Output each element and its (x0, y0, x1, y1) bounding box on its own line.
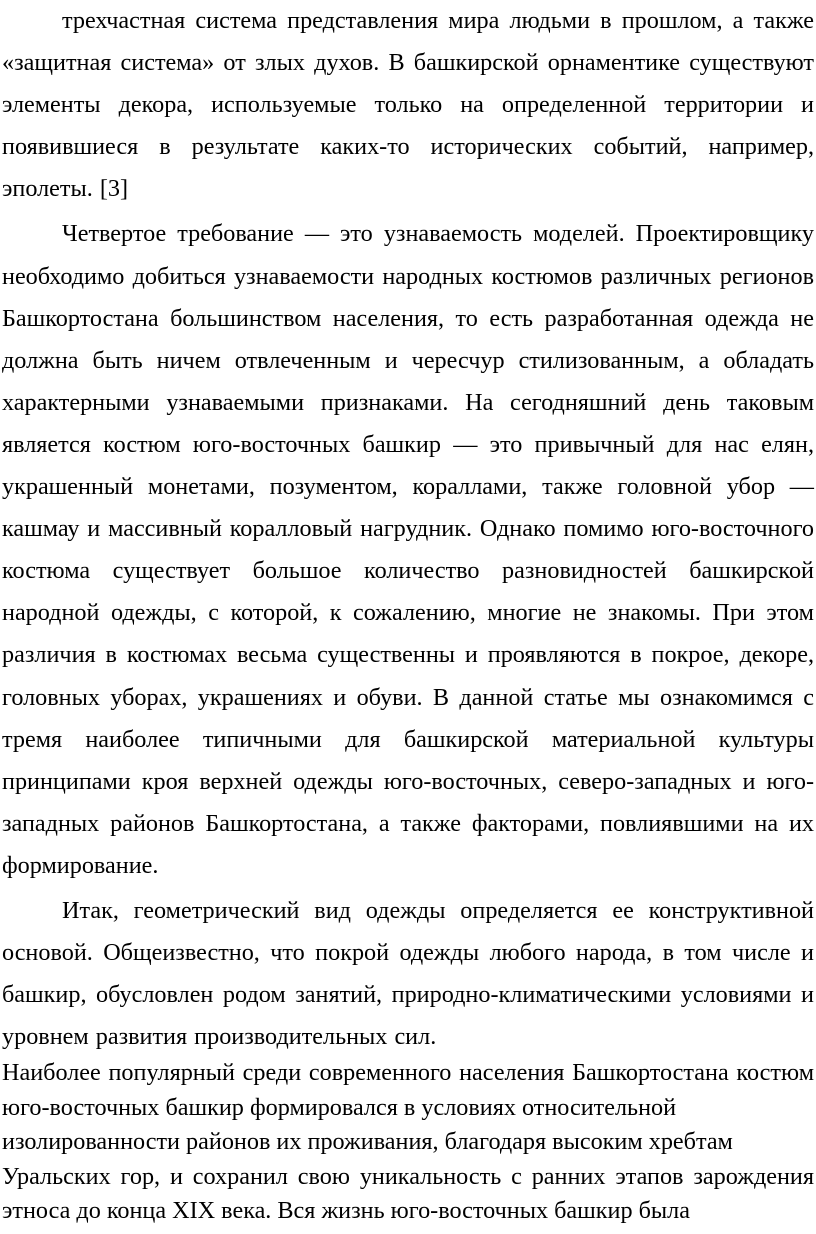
text-line: этноса до конца XIX века. Вся жизнь юго-восточных башкир была (2, 1197, 690, 1224)
paragraph-southeast-costume (2, 1056, 814, 1229)
paragraph-recognizability: Четвертое требование — это узнаваемость моделей. Проектировщику необходимо добиться узнаваемости народных костюмов различных регионов Башкортостана большинством населения, то есть разработанная одежда не должна быть ничем отвлеченным и чересчур стилизованным, а обладать характерными узнаваемыми признаками. На сегодняшний день таковым является костюм юго-восточных башкир — это привычный для нас елян, украшенный монетами, позументом, кораллами, также головной убор — кашмау и массивный коралловый нагрудник. Однако помимо юго-восточного костюма существует большое количество разновидностей башкирской народной одежды, с которой, к сожалению, многие не знакомы. При этом различия в костюмах весьма существенны и проявляются в покрое, декоре, головных уборах, украшениях и обуви. В данной статье мы ознакомимся с тремя наиболее типичными для башкирской материальной культуры принципами кроя верхней одежды юго-восточных, северо-западных и юго-западных районов Башкортостана, а также факторами, повлиявшими на их формирование. (2, 220, 814, 879)
text-line: Наиболее популярный среди современного населения Башкортостана костюм (2, 1059, 814, 1086)
main-text-block (2, 0, 814, 1058)
paragraph-geometric-form: Итак, геометрический вид одежды определяется ее конструктивной основой. Общеизвестно, что покрой одежды любого народа, в том числе и башкир, обусловлен родом занятий, природно-климатическими условиями и уровнем развития производительных сил. (2, 896, 814, 1051)
text-line: изолированности районов их проживания, благодаря высоким хребтам (2, 1128, 733, 1155)
text-line: юго-восточных башкир формировался в условиях относительной (2, 1093, 677, 1121)
closing-text-block (2, 1056, 814, 1229)
text-line: Уральских гор, и сохранил свою уникальность с ранних этапов зарождения (2, 1162, 814, 1190)
paragraph-continuation: трехчастная система представления мира людьми в прошлом, а также «защитная система» от злых духов. В башкирской орнаментике существуют элементы декора, используемые только на определенной территории и появившиеся в результате каких-то исторических событий, например, эполеты. [3] (2, 7, 814, 203)
